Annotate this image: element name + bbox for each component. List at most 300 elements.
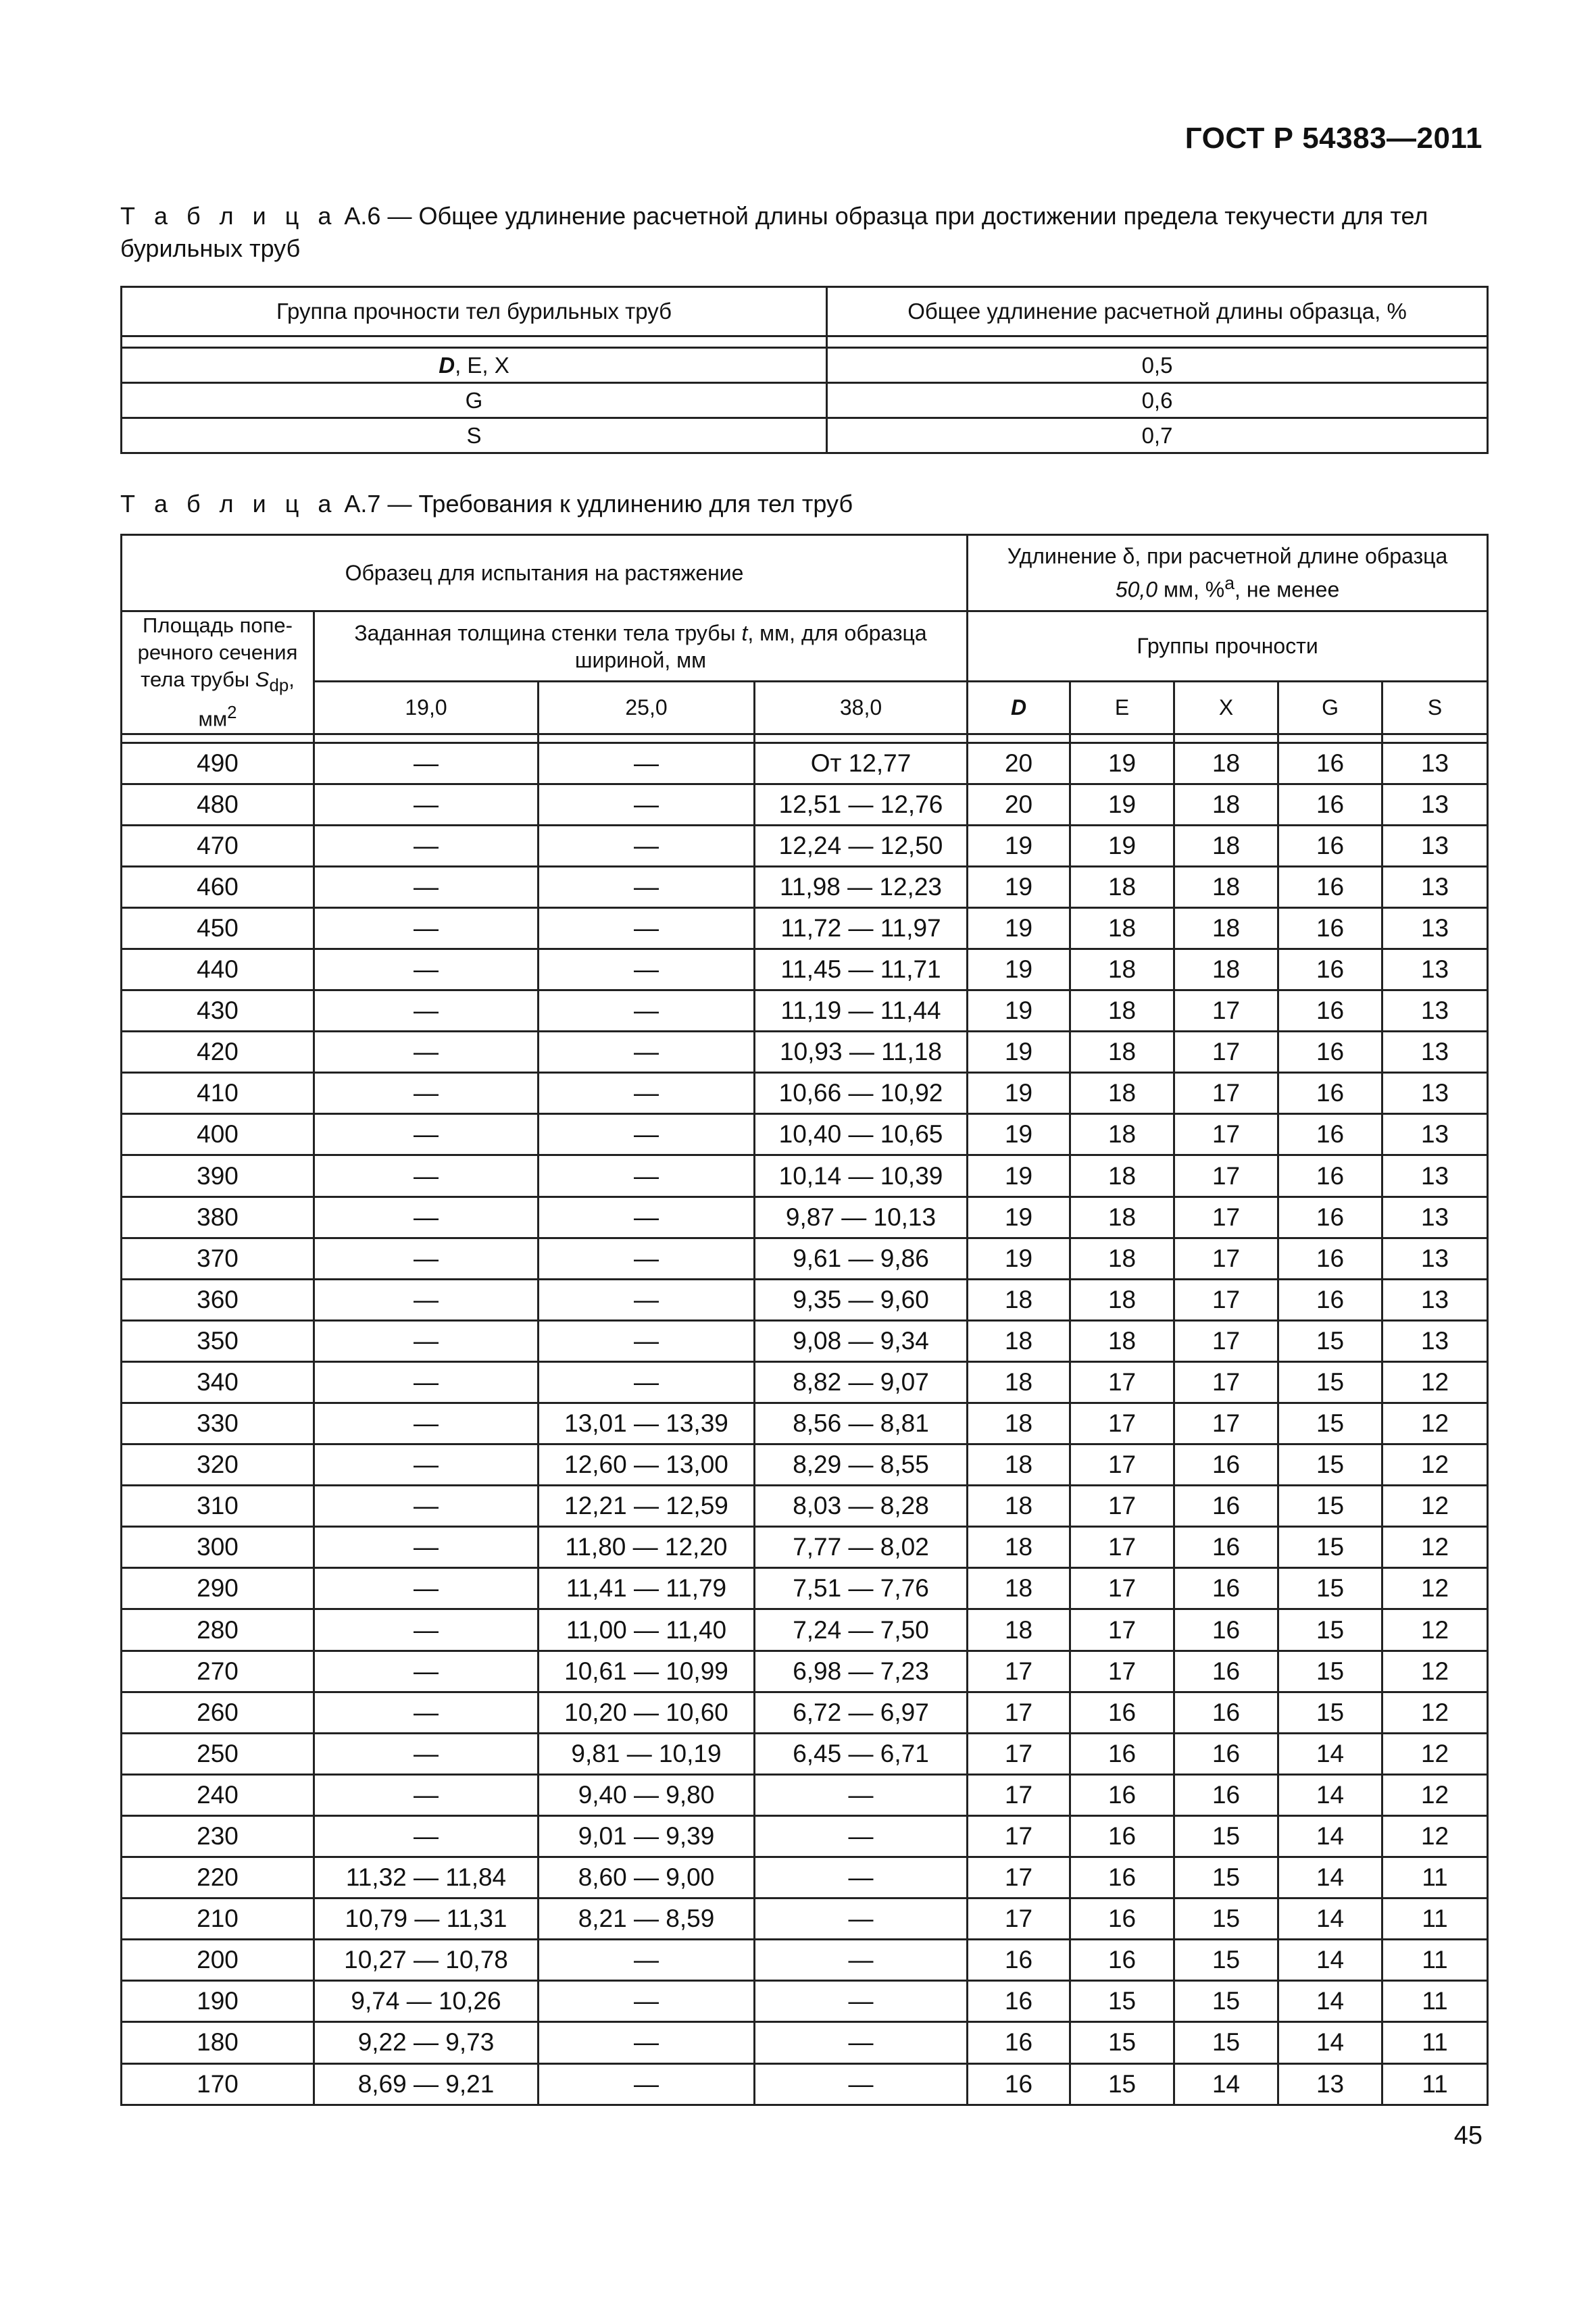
width-19-header: 19,0	[314, 682, 539, 734]
table-cell: 11	[1382, 1898, 1488, 1940]
table-cell: 16	[1070, 1940, 1174, 1981]
table-cell: 16	[1070, 1692, 1174, 1733]
table-cell: 16	[1278, 1197, 1382, 1238]
table-cell: 15	[1174, 1815, 1278, 1857]
table-cell: 6,72 — 6,97	[755, 1692, 968, 1733]
table-cell: 16	[1278, 825, 1382, 866]
width-25-header: 25,0	[539, 682, 755, 734]
table-cell: 360	[122, 1279, 314, 1320]
table-cell: 18	[968, 1568, 1070, 1609]
table-row	[122, 1609, 1488, 1651]
table7	[120, 534, 1489, 2106]
table-cell: 15	[1174, 1857, 1278, 1898]
table-row	[122, 1898, 1488, 1940]
table-cell: 15	[1278, 1651, 1382, 1692]
table-cell: 16	[968, 2063, 1070, 2105]
table-cell: 15	[1278, 1609, 1382, 1651]
table-cell: 460	[122, 866, 314, 907]
table-row	[122, 1568, 1488, 1609]
table-cell: 12,24 — 12,50	[755, 825, 968, 866]
table-cell: 12	[1382, 1692, 1488, 1733]
table-cell: —	[539, 866, 755, 907]
group-s-header: S	[1382, 682, 1488, 734]
table-cell: 11,72 — 11,97	[755, 907, 968, 949]
table-cell: 13	[1382, 1197, 1488, 1238]
table-cell: 370	[122, 1238, 314, 1279]
table-cell: 17	[968, 1857, 1070, 1898]
table-cell: 350	[122, 1320, 314, 1361]
table-cell: 18	[1174, 866, 1278, 907]
table-cell: 18	[1070, 866, 1174, 907]
table-row	[122, 1940, 1488, 1981]
table-cell: —	[314, 1733, 539, 1774]
table-cell: 11	[1382, 2022, 1488, 2063]
table-cell: 9,22 — 9,73	[314, 2022, 539, 2063]
table-cell: 17	[1070, 1444, 1174, 1486]
table-row	[122, 1155, 1488, 1197]
table-cell: 11,41 — 11,79	[539, 1568, 755, 1609]
table-cell: 13	[1382, 784, 1488, 825]
table-cell: 280	[122, 1609, 314, 1651]
table6-row	[122, 348, 1488, 383]
table-cell: 13	[1382, 866, 1488, 907]
table-cell: 18	[968, 1320, 1070, 1361]
table-cell: 330	[122, 1403, 314, 1444]
table-row	[122, 1032, 1488, 1073]
table-cell: 15	[1070, 2063, 1174, 2105]
table-row	[122, 907, 1488, 949]
table-cell: 18	[1070, 1238, 1174, 1279]
table-cell: 16	[1174, 1486, 1278, 1527]
group-g-header: G	[1278, 682, 1382, 734]
table-cell: 18	[1070, 1114, 1174, 1155]
table-cell: 17	[1070, 1527, 1174, 1568]
table-cell: —	[539, 825, 755, 866]
table-cell: 17	[1070, 1609, 1174, 1651]
table-cell: 18	[1070, 990, 1174, 1032]
table-cell: 16	[1174, 1568, 1278, 1609]
table-cell: 13	[1382, 1279, 1488, 1320]
table-cell: —	[314, 1486, 539, 1527]
table-cell: 14	[1278, 1857, 1382, 1898]
table-cell: 15	[1174, 2022, 1278, 2063]
table-cell: 7,24 — 7,50	[755, 1609, 968, 1651]
table6-value-cell: 0,5	[827, 348, 1488, 383]
table-cell: —	[539, 1981, 755, 2022]
width-38-header: 38,0	[755, 682, 968, 734]
table-cell: 14	[1278, 1815, 1382, 1857]
table-cell: 16	[1070, 1733, 1174, 1774]
table-cell: 8,03 — 8,28	[755, 1486, 968, 1527]
table-cell: 9,08 — 9,34	[755, 1320, 968, 1361]
table-cell: 400	[122, 1114, 314, 1155]
table-cell: 12	[1382, 1733, 1488, 1774]
table-cell: —	[314, 949, 539, 990]
table-cell: —	[539, 1320, 755, 1361]
table-cell: —	[314, 1361, 539, 1403]
table-cell: 15	[1278, 1403, 1382, 1444]
table-cell: 7,77 — 8,02	[755, 1527, 968, 1568]
table6-caption-text: А.6 — Общее удлинение расчетной длины образца при достижении предела текучести для тел бурильных труб	[120, 202, 1428, 262]
table-row	[122, 1073, 1488, 1114]
table-cell: 15	[1278, 1320, 1382, 1361]
table-cell: 16	[1278, 1155, 1382, 1197]
table-cell: —	[539, 784, 755, 825]
table-cell: 17	[968, 1733, 1070, 1774]
table-row	[122, 1733, 1488, 1774]
table-cell: —	[755, 1981, 968, 2022]
table-cell: 16	[1278, 1279, 1382, 1320]
table-cell: 15	[1278, 1527, 1382, 1568]
table-cell: —	[314, 825, 539, 866]
table-cell: —	[539, 1197, 755, 1238]
table-cell: 16	[1278, 784, 1382, 825]
table-cell: 11	[1382, 2063, 1488, 2105]
table-cell: 340	[122, 1361, 314, 1403]
table-cell: 17	[968, 1815, 1070, 1857]
table-cell: 430	[122, 990, 314, 1032]
table-row	[122, 1238, 1488, 1279]
table-cell: 250	[122, 1733, 314, 1774]
table-row	[122, 1444, 1488, 1486]
table-cell: —	[755, 1815, 968, 1857]
table-cell: 9,35 — 9,60	[755, 1279, 968, 1320]
table-cell: 240	[122, 1774, 314, 1815]
table-cell: 19	[968, 949, 1070, 990]
table-row	[122, 825, 1488, 866]
table6-row	[122, 418, 1488, 453]
table7-caption-text: А.7 — Требования к удлинению для тел труб	[344, 490, 853, 518]
table-cell: 16	[1278, 743, 1382, 784]
table6-group-cell: S	[122, 418, 827, 453]
table-cell: 18	[968, 1403, 1070, 1444]
table-cell: —	[314, 1032, 539, 1073]
table-cell: 490	[122, 743, 314, 784]
table-cell: 16	[968, 2022, 1070, 2063]
table-cell: 16	[1278, 907, 1382, 949]
table-cell: —	[314, 990, 539, 1032]
table-cell: —	[314, 1774, 539, 1815]
table-cell: —	[314, 1238, 539, 1279]
table-cell: 16	[1174, 1527, 1278, 1568]
table-row	[122, 1320, 1488, 1361]
table-cell: 9,87 — 10,13	[755, 1197, 968, 1238]
table-cell: 15	[1174, 1940, 1278, 1981]
table-cell: 15	[1278, 1568, 1382, 1609]
table-cell: 17	[1070, 1361, 1174, 1403]
table-cell: 12	[1382, 1568, 1488, 1609]
table7-body	[122, 743, 1488, 2105]
table6-caption	[120, 200, 1485, 265]
table-cell: 6,98 — 7,23	[755, 1651, 968, 1692]
table-cell: 320	[122, 1444, 314, 1486]
table-cell: 480	[122, 784, 314, 825]
table-cell: 10,66 — 10,92	[755, 1073, 968, 1114]
table-row	[122, 990, 1488, 1032]
table-cell: —	[539, 2063, 755, 2105]
table-cell: 12,21 — 12,59	[539, 1486, 755, 1527]
table-cell: 20	[968, 743, 1070, 784]
table-cell: 16	[1174, 1733, 1278, 1774]
table-cell: 13,01 — 13,39	[539, 1403, 755, 1444]
table-cell: 11,00 — 11,40	[539, 1609, 755, 1651]
table-cell: —	[314, 1609, 539, 1651]
table6-group-cell: G	[122, 383, 827, 418]
table-cell: 12	[1382, 1403, 1488, 1444]
table-cell: 15	[1278, 1692, 1382, 1733]
table-cell: 13	[1382, 825, 1488, 866]
table-row	[122, 1981, 1488, 2022]
table-cell: 15	[1070, 2022, 1174, 2063]
table-cell: 220	[122, 1857, 314, 1898]
table-cell: —	[539, 949, 755, 990]
table-cell: 16	[1174, 1651, 1278, 1692]
table-cell: 17	[1070, 1403, 1174, 1444]
table-cell: 17	[968, 1692, 1070, 1733]
table-cell: 300	[122, 1527, 314, 1568]
table-cell: —	[314, 1815, 539, 1857]
table-cell: —	[314, 1114, 539, 1155]
table-row	[122, 1486, 1488, 1527]
table-cell: 19	[968, 825, 1070, 866]
table-cell: 17	[1174, 1403, 1278, 1444]
table6-row	[122, 383, 1488, 418]
table-cell: 17	[1174, 1073, 1278, 1114]
table-cell: 12,51 — 12,76	[755, 784, 968, 825]
table-cell: 10,20 — 10,60	[539, 1692, 755, 1733]
table-cell: —	[755, 1898, 968, 1940]
table-cell: 17	[1174, 1279, 1278, 1320]
table-row	[122, 1114, 1488, 1155]
table-cell: 14	[1278, 1774, 1382, 1815]
table-row	[122, 1651, 1488, 1692]
table-cell: 18	[1070, 907, 1174, 949]
table-cell: 390	[122, 1155, 314, 1197]
table-cell: 15	[1174, 1981, 1278, 2022]
table-cell: —	[314, 907, 539, 949]
table-cell: 11	[1382, 1981, 1488, 2022]
table-cell: 16	[1070, 1815, 1174, 1857]
table-cell: 17	[1174, 1032, 1278, 1073]
table-cell: 18	[1174, 784, 1278, 825]
wall-thickness-header: Заданная толщина стенки тела трубы t, мм, для образца шириной, мм	[314, 611, 968, 682]
table-cell: 18	[968, 1609, 1070, 1651]
table-cell: 260	[122, 1692, 314, 1733]
table-cell: 19	[1070, 784, 1174, 825]
table-row	[122, 1403, 1488, 1444]
table-cell: 18	[1070, 1073, 1174, 1114]
table-cell: 13	[1382, 1073, 1488, 1114]
table-cell: 13	[1382, 949, 1488, 990]
table-cell: —	[539, 2022, 755, 2063]
table-cell: 230	[122, 1815, 314, 1857]
table-cell: 10,61 — 10,99	[539, 1651, 755, 1692]
table-cell: 16	[1070, 1774, 1174, 1815]
table-cell: 19	[968, 1238, 1070, 1279]
table-cell: —	[539, 743, 755, 784]
table-cell: 210	[122, 1898, 314, 1940]
table-cell: 15	[1278, 1361, 1382, 1403]
table-cell: —	[314, 1073, 539, 1114]
table-cell: 18	[968, 1279, 1070, 1320]
table-cell: 14	[1174, 2063, 1278, 2105]
group-x-header: X	[1174, 682, 1278, 734]
table-cell: 16	[1174, 1774, 1278, 1815]
table-cell: 16	[1070, 1898, 1174, 1940]
table-cell: 16	[1174, 1444, 1278, 1486]
table-row	[122, 2063, 1488, 2105]
table-cell: 19	[968, 907, 1070, 949]
table-cell: 15	[1070, 1981, 1174, 2022]
table-cell: 17	[1174, 1114, 1278, 1155]
table-cell: 19	[968, 1197, 1070, 1238]
table-cell: 13	[1382, 990, 1488, 1032]
table-cell: 8,60 — 9,00	[539, 1857, 755, 1898]
table-cell: 17	[1174, 1197, 1278, 1238]
table-cell: —	[314, 1568, 539, 1609]
table-cell: 10,14 — 10,39	[755, 1155, 968, 1197]
table-row	[122, 1815, 1488, 1857]
table-cell: 16	[1278, 949, 1382, 990]
table-cell: —	[755, 2022, 968, 2063]
table-row	[122, 1527, 1488, 1568]
table-row	[122, 1361, 1488, 1403]
table-cell: 19	[1070, 743, 1174, 784]
table-cell: 18	[1070, 1155, 1174, 1197]
table-cell: 14	[1278, 2022, 1382, 2063]
table-cell: 7,51 — 7,76	[755, 1568, 968, 1609]
table-cell: —	[314, 1692, 539, 1733]
table-cell: 310	[122, 1486, 314, 1527]
table-cell: 410	[122, 1073, 314, 1114]
elongation-header: Удлинение δ, при расчетной длине образца 50,0 мм, %$^а$, не менее	[968, 535, 1488, 611]
specimen-header: Образец для испытания на растяжение	[122, 535, 968, 611]
table-cell: 14	[1278, 1733, 1382, 1774]
table-cell: 18	[1070, 949, 1174, 990]
table-cell: —	[755, 1940, 968, 1981]
table-cell: —	[314, 1444, 539, 1486]
table-cell: 18	[968, 1444, 1070, 1486]
table-cell: 9,61 — 9,86	[755, 1238, 968, 1279]
table6	[120, 286, 1489, 454]
table-row	[122, 1857, 1488, 1898]
table-cell: 18	[1174, 907, 1278, 949]
table-cell: —	[314, 1279, 539, 1320]
table-cell: 12	[1382, 1486, 1488, 1527]
table-cell: 16	[968, 1940, 1070, 1981]
table-cell: 13	[1382, 743, 1488, 784]
table-cell: 450	[122, 907, 314, 949]
table6-caption-label: Т а б л и ц а	[120, 202, 338, 230]
table-cell: 12	[1382, 1361, 1488, 1403]
table-cell: 11,45 — 11,71	[755, 949, 968, 990]
table-cell: 18	[1070, 1197, 1174, 1238]
table-cell: —	[539, 1279, 755, 1320]
table-cell: 16	[1278, 1073, 1382, 1114]
table-cell: 12	[1382, 1774, 1488, 1815]
table-cell: —	[755, 1774, 968, 1815]
table-cell: 16	[1174, 1692, 1278, 1733]
table-cell: 16	[1278, 1032, 1382, 1073]
table-cell: 12	[1382, 1444, 1488, 1486]
table-cell: 13	[1382, 1155, 1488, 1197]
table-cell: 12	[1382, 1527, 1488, 1568]
table-cell: 6,45 — 6,71	[755, 1733, 968, 1774]
table7-caption-label: Т а б л и ц а	[120, 490, 338, 518]
table-cell: 8,82 — 9,07	[755, 1361, 968, 1403]
table-cell: —	[314, 1527, 539, 1568]
table-cell: 18	[1174, 743, 1278, 784]
table-cell: 200	[122, 1940, 314, 1981]
table-row	[122, 743, 1488, 784]
table-cell: 270	[122, 1651, 314, 1692]
table-cell: 18	[1070, 1279, 1174, 1320]
table-cell: —	[539, 1114, 755, 1155]
table-cell: —	[539, 1032, 755, 1073]
table-row	[122, 784, 1488, 825]
table-cell: 14	[1278, 1981, 1382, 2022]
table-cell: 17	[968, 1774, 1070, 1815]
table-cell: 13	[1382, 1238, 1488, 1279]
table-cell: 10,27 — 10,78	[314, 1940, 539, 1981]
table-cell: 380	[122, 1197, 314, 1238]
table-cell: 19	[1070, 825, 1174, 866]
table-cell: —	[539, 990, 755, 1032]
table-cell: 170	[122, 2063, 314, 2105]
table-cell: 17	[1070, 1568, 1174, 1609]
table-cell: 18	[1070, 1032, 1174, 1073]
table-cell: 19	[968, 1114, 1070, 1155]
table-cell: 17	[1070, 1486, 1174, 1527]
table-cell: 8,29 — 8,55	[755, 1444, 968, 1486]
table-cell: 17	[1174, 1155, 1278, 1197]
table-row	[122, 1197, 1488, 1238]
table-cell: 8,69 — 9,21	[314, 2063, 539, 2105]
table-cell: 11,80 — 12,20	[539, 1527, 755, 1568]
table-cell: 19	[968, 866, 1070, 907]
table6-col2-header: Общее удлинение расчетной длины образца, %	[827, 287, 1488, 336]
table-cell: —	[755, 2063, 968, 2105]
table-row	[122, 866, 1488, 907]
table-cell: 16	[1278, 1238, 1382, 1279]
table-cell: 190	[122, 1981, 314, 2022]
table-cell: 13	[1382, 1032, 1488, 1073]
group-e-header: E	[1070, 682, 1174, 734]
table-cell: —	[539, 1073, 755, 1114]
table-cell: 17	[1174, 1320, 1278, 1361]
table-cell: 15	[1174, 1898, 1278, 1940]
table-cell: 16	[1070, 1857, 1174, 1898]
table-cell: 13	[1382, 907, 1488, 949]
table-cell: 17	[1070, 1651, 1174, 1692]
table-cell: —	[314, 1197, 539, 1238]
table-cell: 16	[1278, 866, 1382, 907]
table-cell: —	[539, 1238, 755, 1279]
table-row	[122, 1774, 1488, 1815]
group-d-header: D	[968, 682, 1070, 734]
table-cell: —	[314, 1403, 539, 1444]
table-cell: 10,40 — 10,65	[755, 1114, 968, 1155]
table-cell: 20	[968, 784, 1070, 825]
table-cell: —	[539, 1361, 755, 1403]
table-cell: 19	[968, 1073, 1070, 1114]
table-cell: 9,01 — 9,39	[539, 1815, 755, 1857]
table-cell: 18	[1174, 825, 1278, 866]
table-cell: 13	[1382, 1320, 1488, 1361]
table-cell: 16	[1278, 990, 1382, 1032]
document-code: ГОСТ Р 54383—2011	[1184, 122, 1482, 155]
table-cell: —	[314, 866, 539, 907]
